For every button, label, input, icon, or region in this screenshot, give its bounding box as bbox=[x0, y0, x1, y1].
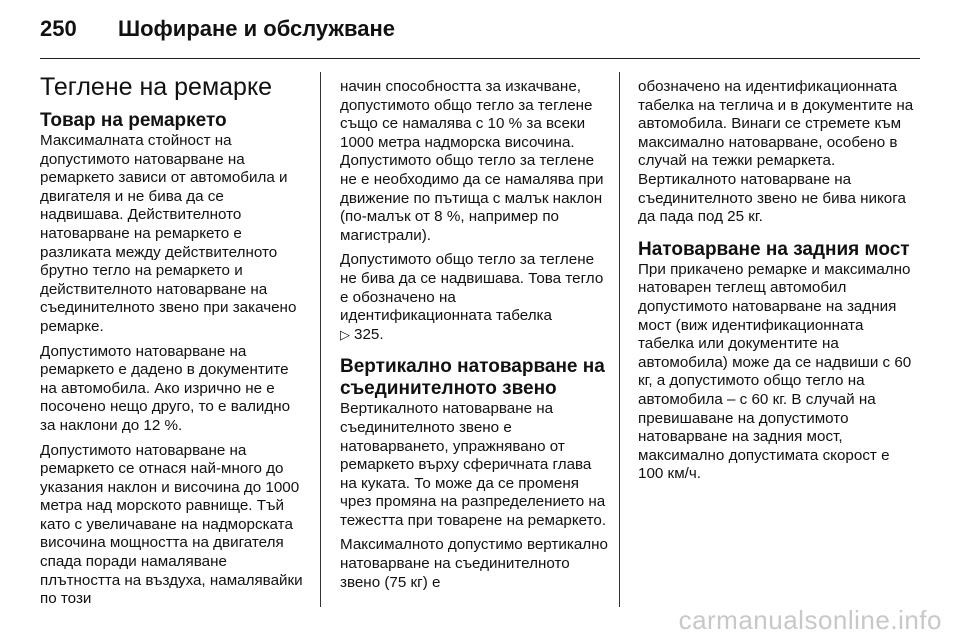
paragraph bbox=[340, 251, 608, 344]
section-title: Теглене на ремарке bbox=[40, 73, 273, 101]
paragraph: Допустимото натоварване на ремаркето се отнася най-много до указания наклон и височина до 1000 метра над морското равнище. Тъй като с увеличаване на надморската височина мощността на двигателя спада поради намаляване плътността на въздуха, намалявайки по този bbox=[40, 441, 303, 608]
paragraph-text: Допустимото общо тегло за теглене не бива да се надвишава. Това тегло е обозначено на идентификационната табелка bbox=[340, 251, 604, 325]
paragraph: Допустимото натоварване на ремаркето е дадено в документите на автомобила. Ако изрично не е посочено нещо друго, то е валидно за наклони до 12 %. bbox=[40, 342, 291, 434]
paragraph: Вертикалното натоварване на съединителното звено е натоварването, упражнявано от ремаркето върху сферичната глава на куката. То може да се променя чрез промяна на разпределението на тежестта при товарене на ремаркето. bbox=[340, 400, 607, 529]
paragraph: Максималното допустимо вертикално натоварване на съединителното звено (75 кг) е bbox=[340, 536, 608, 591]
column-2 bbox=[340, 78, 608, 598]
column-3 bbox=[638, 78, 918, 490]
paragraph: обозначено на идентификационната табелка на теглича и в документите на автомобила. Винаги се стремете към максимално натоварване, особено в случай на тежки ремаркета. Вертикалното натоварване на съединителното звено не бива никога да пада под 25 кг. bbox=[638, 78, 914, 226]
header-divider bbox=[40, 58, 920, 59]
page-reference[interactable]: 325. bbox=[354, 325, 384, 343]
column-1 bbox=[40, 72, 308, 615]
page-header bbox=[40, 10, 920, 56]
column-divider bbox=[619, 72, 620, 607]
subheading-rear-axle: Натоварване на задния мост bbox=[638, 238, 910, 260]
paragraph: начин способността за изкачване, допустимото общо тегло за теглене също се намалява с 10 % за всеки 1000 метра надморска височина. Допустимото общо тегло за теглене не е необходимо да се намалява при движение по пътища с малък наклон (по-малък от 8 %, например по магистрали). bbox=[340, 78, 604, 244]
running-title: Шофиране и обслужване bbox=[118, 16, 396, 41]
paragraph: Максималната стойност на допустимото натоварване на ремаркето зависи от автомобила и двигателя и не бива да се надвишава. Действителното натоварване на ремаркето е разликата между действителното брутно тегло на ремаркето и действителното натоварване на съединителното звено при закачено ремарке. bbox=[40, 132, 297, 335]
subheading-vertical-load: Вертикално натоварване на съединителното звено bbox=[340, 356, 605, 400]
arrow-right-icon: ▷ bbox=[340, 326, 350, 342]
page-number: 250 bbox=[40, 16, 77, 41]
subheading-trailer-load: Товар на ремаркето bbox=[40, 110, 227, 131]
paragraph: При прикачено ремарке и максимално натоварен теглещ автомобил допустимото натоварване на задния мост (виж идентификационната табелка или документите на автомобила) може да се надвиши с 60 кг, а допустимото общо тегло на автомобила – с 60 кг. В случай на превишаване на допустимото натоварване на задния мост, максимално допустимата скорост е 100 км/ч. bbox=[638, 260, 912, 483]
watermark: carmanualsonline.info bbox=[678, 605, 942, 635]
column-divider bbox=[320, 72, 321, 607]
